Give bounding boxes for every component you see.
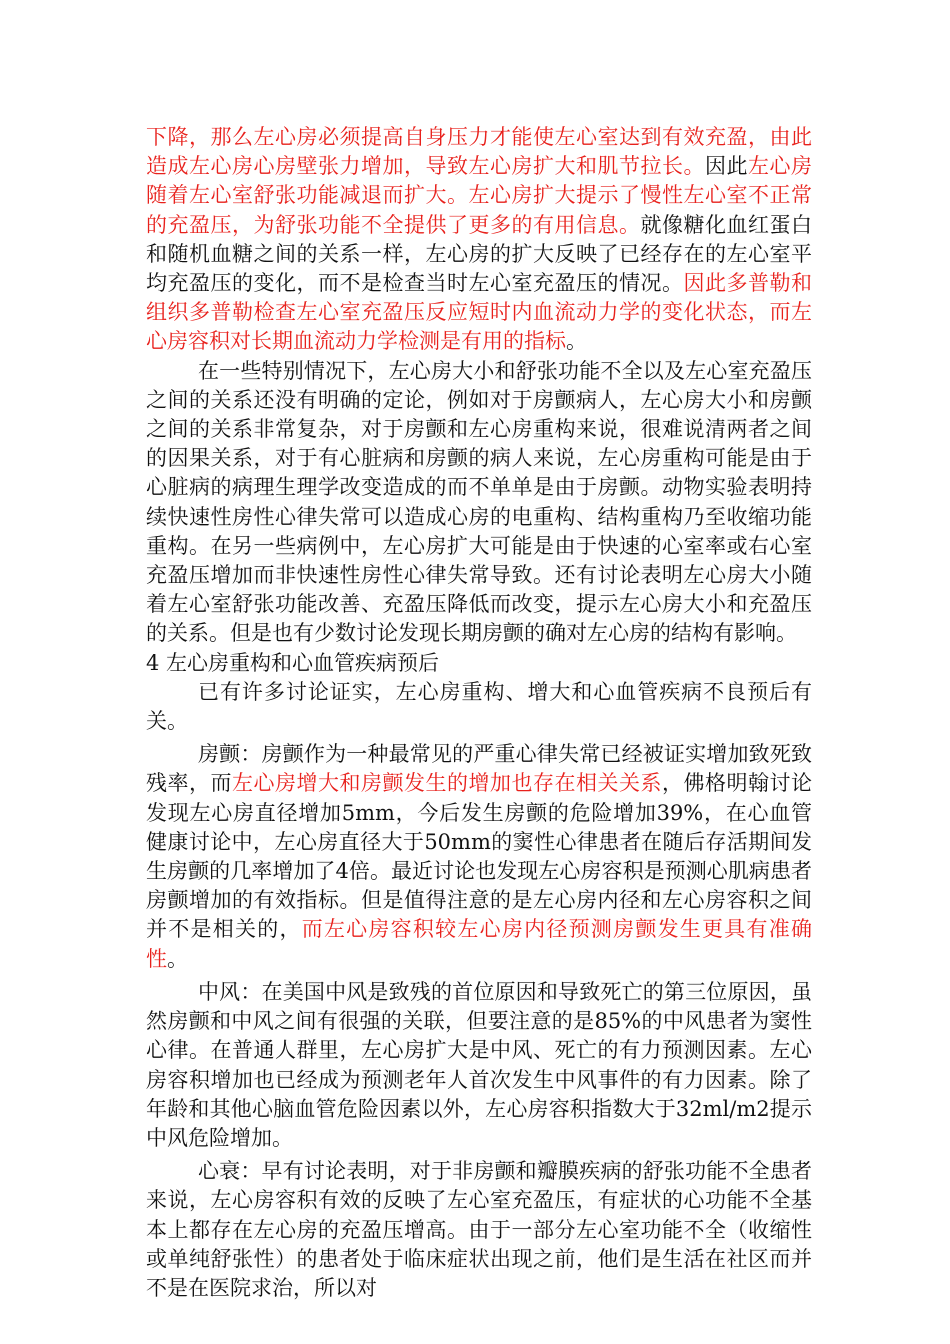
body-text: 心衰：早有讨论表明，对于非房颤和瓣膜疾病的舒张功能不全患者来说，左心房容积有效的反映了左心室充盈压，有症状的心功能不全基本上都存在左心房的充盈压增高。由于一部分左心室功能不全（收缩性或单纯舒张性）的患者处于临床症状出现之前，他们是生活在社区而并不是在医院求治，所以对	[146, 1159, 812, 1300]
section-heading-text: 4 左心房重构和心血管疾病预后	[146, 650, 440, 675]
paragraph-special-cases	[146, 357, 812, 649]
paragraph-prognosis-intro	[146, 678, 812, 736]
body-text: 。	[566, 329, 587, 354]
body-text: ，佛格明翰讨论发现左心房直径增加5mm，今后发生房颤的危险增加39%，在心血管健康讨论中，左心房直径大于50mm的窦性心律患者在随后存活期间发生房颤的几率增加了4倍。最近讨论也发现左心房容积是预测心肌病患者房颤增加的有效指标。但是值得注意的是左心房内径和左心房容积之间并不是相关的，	[146, 771, 812, 942]
paragraph-la-enlargement	[146, 123, 812, 357]
paragraph-atrial-fibrillation	[146, 740, 812, 974]
body-text: 。	[167, 946, 188, 971]
section-heading	[146, 649, 812, 678]
highlight-text: 因此多普勒和组织多普勒检查左心室充盈压反应短时内血流动力学的变化状态，而左心房容积对长期血流动力学检测是有用的指标	[146, 271, 812, 354]
highlight-text: 左心房随着左心室舒张功能减退而扩大。左心房扩大提示了慢性左心室不正常的充盈压，为舒张功能不全提供了更多的有用信息。	[146, 154, 812, 237]
highlight-text: 而左心房容积较左心房内径预测房颤发生更具有准确性	[146, 917, 813, 971]
body-text: 因此	[705, 154, 748, 179]
body-text: 房颤：房颤作为一种最常见的严重心律失常已经被证实增加致死致残率，而	[146, 742, 812, 796]
body-text: 在一些特别情况下，左心房大小和舒张功能不全以及左心室充盈压之间的关系还没有明确的定论，例如对于房颤病人，左心房大小和房颤之间的关系非常复杂，对于房颤和左心房重构来说，很难说清两者之间的因果关系，对于有心脏病和房颤的病人来说，左心房重构可能是由于心脏病的病理生理学改变造成的而不单单是由于房颤。动物实验表明持续快速性房性心律失常可以造成心房的电重构、结构重构乃至收缩功能重构。在另一些病例中，左心房扩大可能是由于快速的心室率或右心室充盈压增加而非快速性房性心律失常导致。还有讨论表明左心房大小随着左心室舒张功能改善、充盈压降低而改变，提示左心房大小和充盈压的关系。但是也有少数讨论发现长期房颤的确对左心房的结构有影响。	[146, 358, 812, 646]
document-body	[146, 123, 812, 1303]
paragraph-heart-failure	[146, 1157, 812, 1303]
highlight-text: 下降，那么左心房必须提高自身压力才能使左心室达到有效充盈，由此造成左心房心房壁张力增加，导致左心房扩大和肌节拉长。	[146, 125, 812, 179]
body-text: 就像糖化血红蛋白和随机血糖之间的关系一样，左心房的扩大反映了已经存在的左心室平均充盈压的变化，而不是检查当时左心室充盈压的情况。	[146, 212, 812, 296]
body-text: 已有许多讨论证实，左心房重构、增大和心血管疾病不良预后有关。	[146, 679, 812, 734]
paragraph-stroke	[146, 978, 812, 1153]
highlight-text: 左心房增大和房颤发生的增加也存在相关关系	[232, 771, 662, 796]
body-text: 中风：在美国中风是致残的首位原因和导致死亡的第三位原因，虽然房颤和中风之间有很强的关联，但要注意的是85%的中风患者为窦性心律。在普通人群里，左心房扩大是中风、死亡的有力预测因素。左心房容积增加也已经成为预测老年人首次发生中风事件的有力因素。除了年龄和其他心脑血管危险因素以外，左心房容积指数大于32ml/m2提示中风危险增加。	[146, 979, 812, 1150]
